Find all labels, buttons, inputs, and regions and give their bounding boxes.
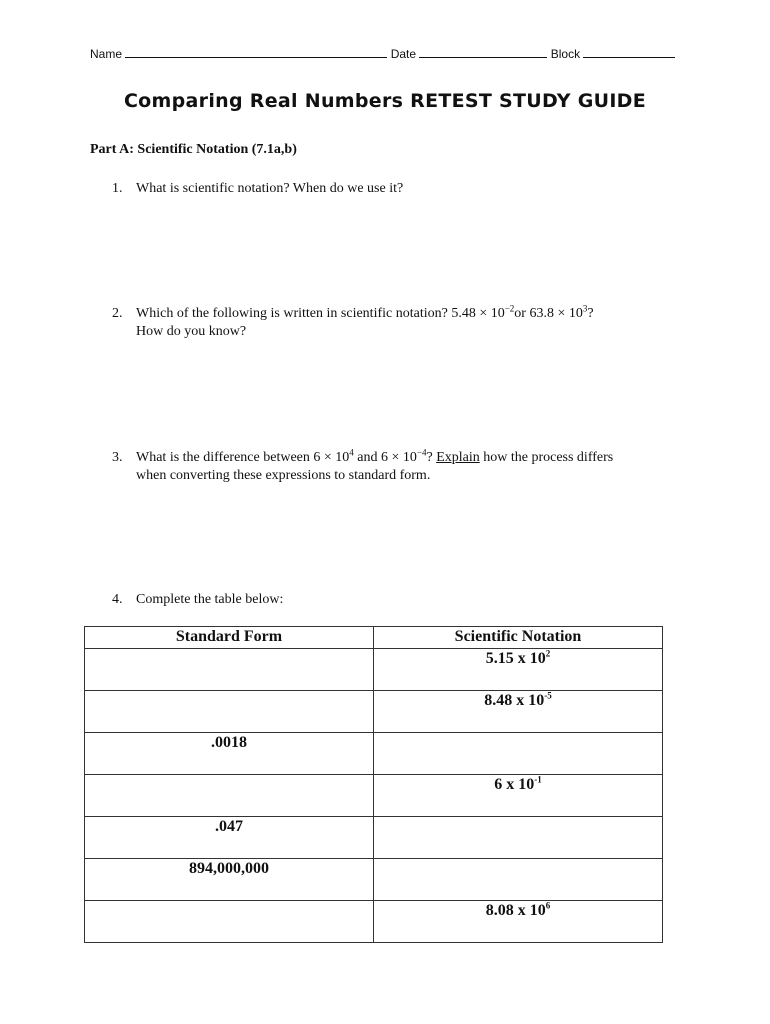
scientific-notation-header: Scientific Notation [374, 627, 663, 649]
question-text-part: Which of the following is written in scientific notation? 5.48 × 10 [136, 306, 505, 321]
page-title: Comparing Real Numbers RETEST STUDY GUIDE [123, 90, 647, 112]
question-text: Complete the table below: [136, 592, 284, 607]
question-text: What is scientific notation? When do we use it? [136, 181, 404, 196]
standard-form-cell[interactable] [85, 691, 374, 733]
table-row [85, 859, 663, 901]
date-label: Date [390, 47, 417, 61]
standard-form-cell[interactable] [85, 859, 374, 901]
table-row [85, 901, 663, 943]
scientific-notation-cell[interactable] [374, 817, 663, 859]
question-text-part: and 6 × 10 [353, 450, 417, 465]
question-1 [112, 180, 672, 198]
scientific-notation-cell[interactable] [374, 691, 663, 733]
standard-form-cell[interactable] [85, 901, 374, 943]
question-text [136, 449, 672, 485]
student-info-line [90, 46, 680, 61]
table-row [85, 817, 663, 859]
question-3 [112, 449, 672, 485]
cell-value: 8.08 x 10 [485, 902, 546, 919]
question-text-part: ? [426, 450, 437, 465]
scientific-notation-cell[interactable] [374, 649, 663, 691]
exponent: 4 [349, 447, 354, 458]
standard-form-header: Standard Form [85, 627, 374, 649]
date-blank[interactable] [419, 46, 547, 58]
exponent: -5 [544, 690, 552, 701]
question-text-line2: How do you know? [136, 324, 247, 339]
question-4 [112, 591, 672, 609]
table-row [85, 775, 663, 817]
table-row [85, 733, 663, 775]
part-a-title: Part A: Scientific Notation (7.1a,b) [90, 142, 297, 157]
question-text-line2: when converting these expressions to standard form. [136, 468, 431, 483]
exponent: 2 [545, 648, 551, 659]
exponent: −2 [504, 303, 515, 314]
standard-form-cell[interactable] [85, 775, 374, 817]
cell-value: .0018 [211, 734, 247, 751]
question-text-part: or 63.8 × 10 [514, 306, 583, 321]
block-label: Block [550, 47, 581, 61]
question-text-part: What is the difference between 6 × 10 [136, 450, 350, 465]
cell-value: 8.48 x 10 [484, 692, 545, 709]
cell-value: 6 x 10 [494, 776, 535, 793]
question-number: 3. [112, 450, 123, 465]
standard-form-cell[interactable] [85, 733, 374, 775]
scientific-notation-cell[interactable] [374, 733, 663, 775]
question-number: 4. [112, 592, 123, 607]
cell-value: 5.15 x 10 [485, 650, 546, 667]
table-row [85, 691, 663, 733]
exponent: -1 [534, 774, 542, 785]
question-text [136, 305, 672, 341]
question-number: 2. [112, 306, 123, 321]
scientific-notation-cell[interactable] [374, 901, 663, 943]
standard-form-cell[interactable] [85, 817, 374, 859]
exponent: 3 [582, 303, 588, 314]
exponent: 6 [545, 900, 551, 911]
conversion-table [84, 626, 663, 943]
scientific-notation-cell[interactable] [374, 775, 663, 817]
cell-value: 894,000,000 [189, 860, 269, 877]
question-text-part: ? [587, 306, 594, 321]
explain-emphasis: Explain [436, 450, 480, 465]
table-header-row [85, 627, 663, 649]
scientific-notation-cell[interactable] [374, 859, 663, 901]
question-number: 1. [112, 181, 123, 196]
name-blank[interactable] [125, 46, 387, 58]
standard-form-cell[interactable] [85, 649, 374, 691]
table-row [85, 649, 663, 691]
name-label: Name [90, 47, 123, 61]
cell-value: .047 [215, 818, 243, 835]
exponent: −4 [416, 447, 427, 458]
question-text-part: how the process differs [479, 450, 614, 465]
block-blank[interactable] [583, 46, 675, 58]
question-2 [112, 305, 672, 341]
